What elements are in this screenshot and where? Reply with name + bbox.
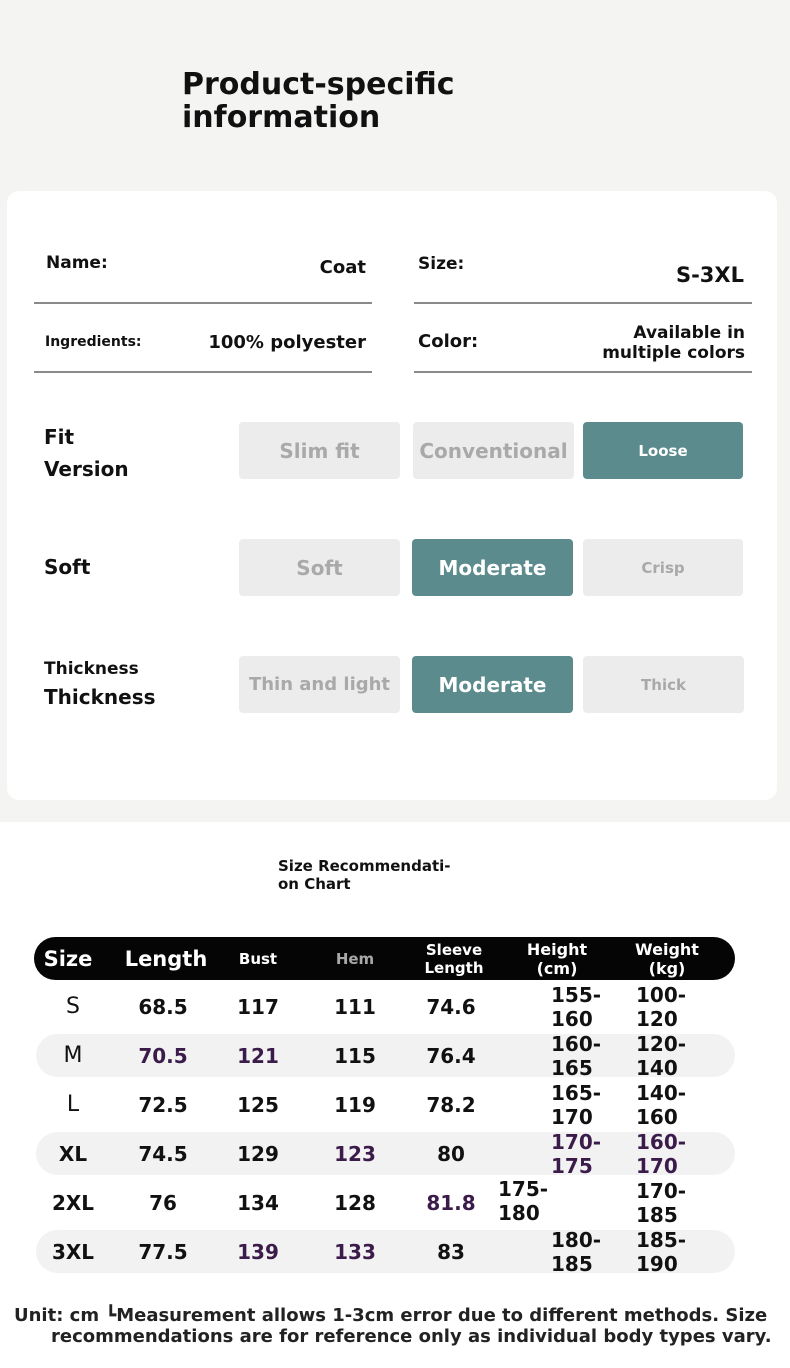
cell-height: 155-160 [551,982,602,1031]
product-info-card [7,191,777,800]
color-label: Color: [418,331,479,352]
cell-bust: 134 [237,1190,279,1215]
fit-option-slim-fit: Slim fit [239,422,400,479]
divider [414,302,752,304]
color-value [567,323,745,363]
ingredients-label: Ingredients: [45,334,142,350]
cell-size: XL [58,1141,88,1166]
cell-length: 74.5 [138,1141,188,1166]
cell-sleeve: 83 [437,1239,465,1264]
table-row [36,1031,735,1080]
cell-size: S [66,994,80,1019]
header-sleeve-line-1: Sleeve [425,940,483,959]
cell-bust: 129 [237,1141,279,1166]
cell-sleeve: 76.4 [426,1043,476,1068]
cell-height: 160-165 [551,1031,602,1080]
page-title-line-2: information [182,100,381,135]
table-row [36,1080,735,1129]
cell-sleeve: 78.2 [426,1092,476,1117]
size-label: Size: [418,254,465,274]
header-sleeve-length [404,937,504,980]
cell-weight: 170-185 [636,1178,687,1227]
cell-sleeve: 74.6 [426,994,476,1019]
thickness-option-thick: Thick [583,656,744,713]
thickness-option-thin-and-light: Thin and light [239,656,400,713]
cell-weight: 140-160 [636,1080,687,1129]
cell-length: 72.5 [138,1092,188,1117]
thickness-label-line-1: Thickness [44,659,139,679]
cell-sleeve: 80 [437,1141,465,1166]
cell-bust: 117 [237,994,279,1019]
thickness-label [44,657,156,713]
divider [34,371,372,373]
header-bust: Bust [238,949,278,968]
fit-option-conventional: Conventional [413,422,574,479]
name-label: Name: [46,253,108,273]
cell-weight: 120-140 [636,1031,687,1080]
soft-option-crisp: Crisp [583,539,743,596]
cell-hem: 115 [334,1043,376,1068]
size-chart-title-line-2: on Chart [278,875,351,893]
cell-hem: 123 [334,1141,376,1166]
size-table-header [34,937,735,980]
cell-length: 70.5 [138,1043,188,1068]
page-title-line-1: Product-specific [182,67,455,102]
cell-height: 175-180 [498,1176,549,1225]
divider [414,371,752,373]
header-hem: Hem [335,949,375,968]
cell-size: 3XL [51,1239,95,1264]
header-height: Height (cm) [526,939,588,978]
cell-hem: 128 [334,1190,376,1215]
fit-label-line-1: Fit [44,425,75,449]
cell-bust: 121 [237,1043,279,1068]
ingredients-value: 100% polyester [208,332,366,353]
cell-weight: 160-170 [636,1129,687,1178]
divider [34,302,372,304]
cell-weight: 100-120 [636,982,687,1031]
cell-bust: 139 [237,1239,279,1264]
measurement-footnote [0,1305,790,1347]
cell-hem: 111 [334,994,376,1019]
size-chart-title-line-1: Size Recommendati- [278,857,451,875]
footnote-line-1: Unit: cm ┗Measurement allows 1-3cm error due to different methods. Size [14,1305,768,1326]
footnote-line-2: recommendations are for reference only as individual body types vary. [51,1326,772,1347]
cell-hem: 133 [334,1239,376,1264]
cell-weight: 185-190 [636,1227,687,1276]
soft-option-soft: Soft [239,539,400,596]
cell-height: 180-185 [551,1227,602,1276]
table-row [36,1176,735,1227]
cell-hem: 119 [334,1092,376,1117]
table-row [36,1227,735,1276]
cell-length: 76 [149,1190,177,1215]
page-title [182,68,502,134]
size-value: S-3XL [675,263,744,287]
cell-bust: 125 [237,1092,279,1117]
cell-sleeve: 81.8 [426,1190,476,1215]
softness-label: Soft [44,555,91,579]
thickness-label-line-2: Thickness [44,685,156,709]
header-sleeve-line-2: Length [424,958,484,977]
size-chart-title [278,857,478,893]
cell-length: 77.5 [138,1239,188,1264]
header-size: Size [43,946,93,971]
cell-size: L [66,1092,80,1117]
fit-option-loose-selected: Loose [583,422,743,479]
name-value: Coat [319,257,366,278]
header-length: Length [124,946,208,971]
color-value-line-1: Available in [633,323,745,343]
color-value-line-2: multiple colors [602,343,745,363]
header-weight: Weight (kg) [635,939,699,978]
cell-height: 170-175 [551,1129,602,1178]
cell-length: 68.5 [138,994,188,1019]
fit-version-label [44,421,129,485]
thickness-option-moderate-selected: Moderate [412,656,573,713]
soft-option-moderate-selected: Moderate [412,539,573,596]
cell-height: 165-170 [551,1080,602,1129]
table-row [36,1129,735,1178]
fit-label-line-2: Version [44,457,129,481]
cell-size: M [63,1043,83,1068]
cell-size: 2XL [51,1190,95,1215]
table-row [36,982,735,1031]
